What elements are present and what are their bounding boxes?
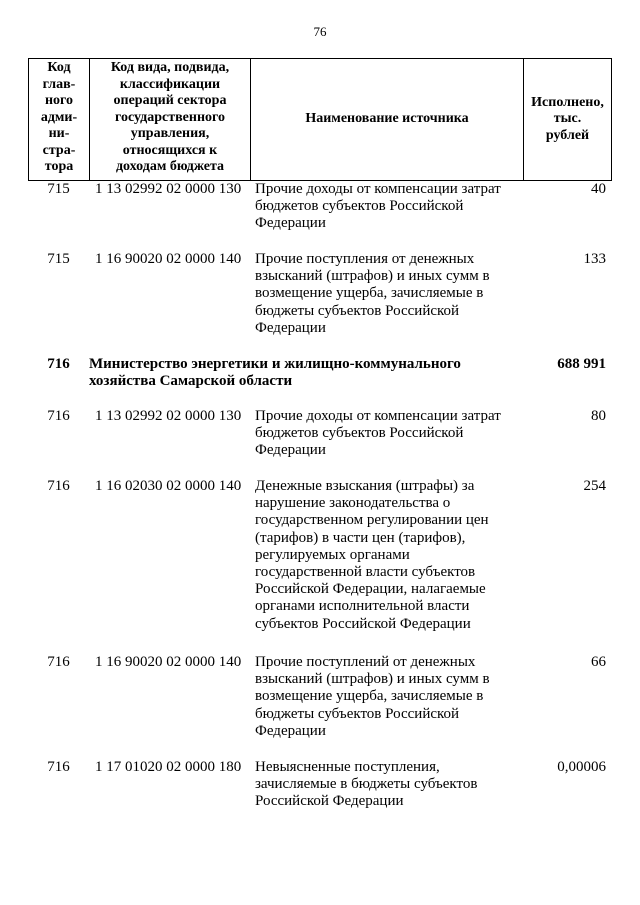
classification-code: 1 13 02992 02 0000 130 bbox=[95, 181, 242, 197]
header-line: операций сектора bbox=[113, 93, 227, 108]
name-line: бюджетов субъектов Российской bbox=[255, 425, 464, 442]
executed-value: 254 bbox=[583, 478, 606, 494]
admin-code: 715 bbox=[47, 251, 70, 267]
admin-code: 716 bbox=[47, 759, 70, 775]
admin-code: 715 bbox=[47, 181, 70, 197]
name-line: возмещение ущерба, зачисляемые в bbox=[255, 688, 484, 705]
header-line: ни- bbox=[48, 126, 70, 141]
header-line: Наименование источника bbox=[305, 111, 469, 127]
admin-code: 716 bbox=[47, 654, 70, 670]
name-line: Российской Федерации, налагаемые bbox=[255, 581, 486, 598]
name-line: бюджеты субъектов Российской bbox=[255, 302, 460, 319]
executed-value: 66 bbox=[591, 654, 606, 670]
name-line: Прочие доходы от компенсации затрат bbox=[255, 181, 501, 197]
name-line: возмещение ущерба, зачисляемые в bbox=[255, 285, 484, 302]
name-line: субъектов Российской Федерации bbox=[255, 615, 471, 632]
name-line: взысканий (штрафов) и иных сумм в bbox=[255, 268, 490, 285]
source-name bbox=[255, 654, 519, 740]
executed-value: 0,00006 bbox=[557, 759, 606, 775]
name-line: Прочие доходы от компенсации затрат bbox=[255, 408, 501, 424]
name-line: нарушение законодательства о bbox=[255, 495, 451, 512]
header-line: тыс. bbox=[553, 111, 582, 127]
admin-code: 716 bbox=[47, 478, 70, 494]
name-line: зачисляемые в бюджеты субъектов bbox=[255, 776, 478, 793]
header-executed bbox=[524, 59, 611, 180]
name-line: регулируемых органами bbox=[255, 546, 410, 563]
executed-value: 40 bbox=[591, 181, 606, 197]
name-line: взысканий (штрафов) и иных сумм в bbox=[255, 671, 490, 688]
name-line: Прочие поступлений от денежных bbox=[255, 654, 476, 670]
name-line: (тарифов) в части цен (тарифов), bbox=[255, 529, 466, 546]
header-line: относящихся к bbox=[122, 142, 218, 158]
header-line: Код вида, подвида, bbox=[110, 60, 230, 75]
classification-code: 1 16 90020 02 0000 140 bbox=[95, 251, 242, 267]
header-line: глав- bbox=[42, 76, 76, 92]
header-line: государственного bbox=[114, 109, 226, 125]
table-header bbox=[28, 58, 612, 181]
source-name bbox=[255, 478, 519, 633]
executed-value: 80 bbox=[591, 408, 606, 424]
header-line: адми- bbox=[40, 109, 78, 125]
classification-code: 1 17 01020 02 0000 180 bbox=[95, 759, 242, 775]
name-line: органами исполнительной власти bbox=[255, 598, 470, 615]
name-line: Федерации bbox=[255, 215, 326, 232]
admin-code: 716 bbox=[47, 356, 70, 372]
source-name bbox=[255, 251, 519, 337]
classification-code: 1 13 02992 02 0000 130 bbox=[95, 408, 242, 424]
name-line: Министерство энергетики и жилищно-коммунального bbox=[89, 356, 461, 372]
header-source-name bbox=[251, 59, 524, 180]
name-line: государственном регулировании цен bbox=[255, 512, 489, 529]
name-line: хозяйства Самарской области bbox=[89, 373, 293, 390]
source-name bbox=[255, 408, 519, 460]
name-line: Денежные взыскания (штрафы) за bbox=[255, 478, 475, 494]
name-line: государственной власти субъектов bbox=[255, 564, 476, 581]
name-line: Российской Федерации bbox=[255, 793, 404, 810]
source-name bbox=[255, 181, 519, 233]
name-line: Федерации bbox=[255, 442, 326, 459]
source-name bbox=[255, 759, 519, 811]
header-line: доходам бюджета bbox=[115, 159, 225, 174]
page-number: 76 bbox=[313, 24, 327, 39]
admin-code: 716 bbox=[47, 408, 70, 424]
header-line: рублей bbox=[545, 127, 590, 143]
group-title bbox=[89, 356, 509, 390]
executed-value: 688 991 bbox=[557, 356, 606, 372]
header-admin-code bbox=[29, 59, 90, 180]
header-line: управления, bbox=[130, 126, 210, 141]
header-line: классификации bbox=[119, 76, 221, 92]
header-line: стра- bbox=[42, 142, 76, 158]
executed-value: 133 bbox=[583, 251, 606, 267]
name-line: Невыясненные поступления, bbox=[255, 759, 440, 775]
name-line: бюджеты субъектов Российской bbox=[255, 705, 460, 722]
header-line: Код bbox=[47, 60, 71, 75]
header-classification-code bbox=[90, 59, 251, 180]
name-line: Прочие поступления от денежных bbox=[255, 251, 475, 267]
header-line: ного bbox=[44, 93, 74, 108]
name-line: Федерации bbox=[255, 722, 326, 739]
classification-code: 1 16 02030 02 0000 140 bbox=[95, 478, 242, 494]
header-line: Исполнено, bbox=[531, 94, 604, 110]
classification-code: 1 16 90020 02 0000 140 bbox=[95, 654, 242, 670]
name-line: бюджетов субъектов Российской bbox=[255, 198, 464, 215]
name-line: Федерации bbox=[255, 319, 326, 336]
header-line: тора bbox=[44, 159, 74, 174]
